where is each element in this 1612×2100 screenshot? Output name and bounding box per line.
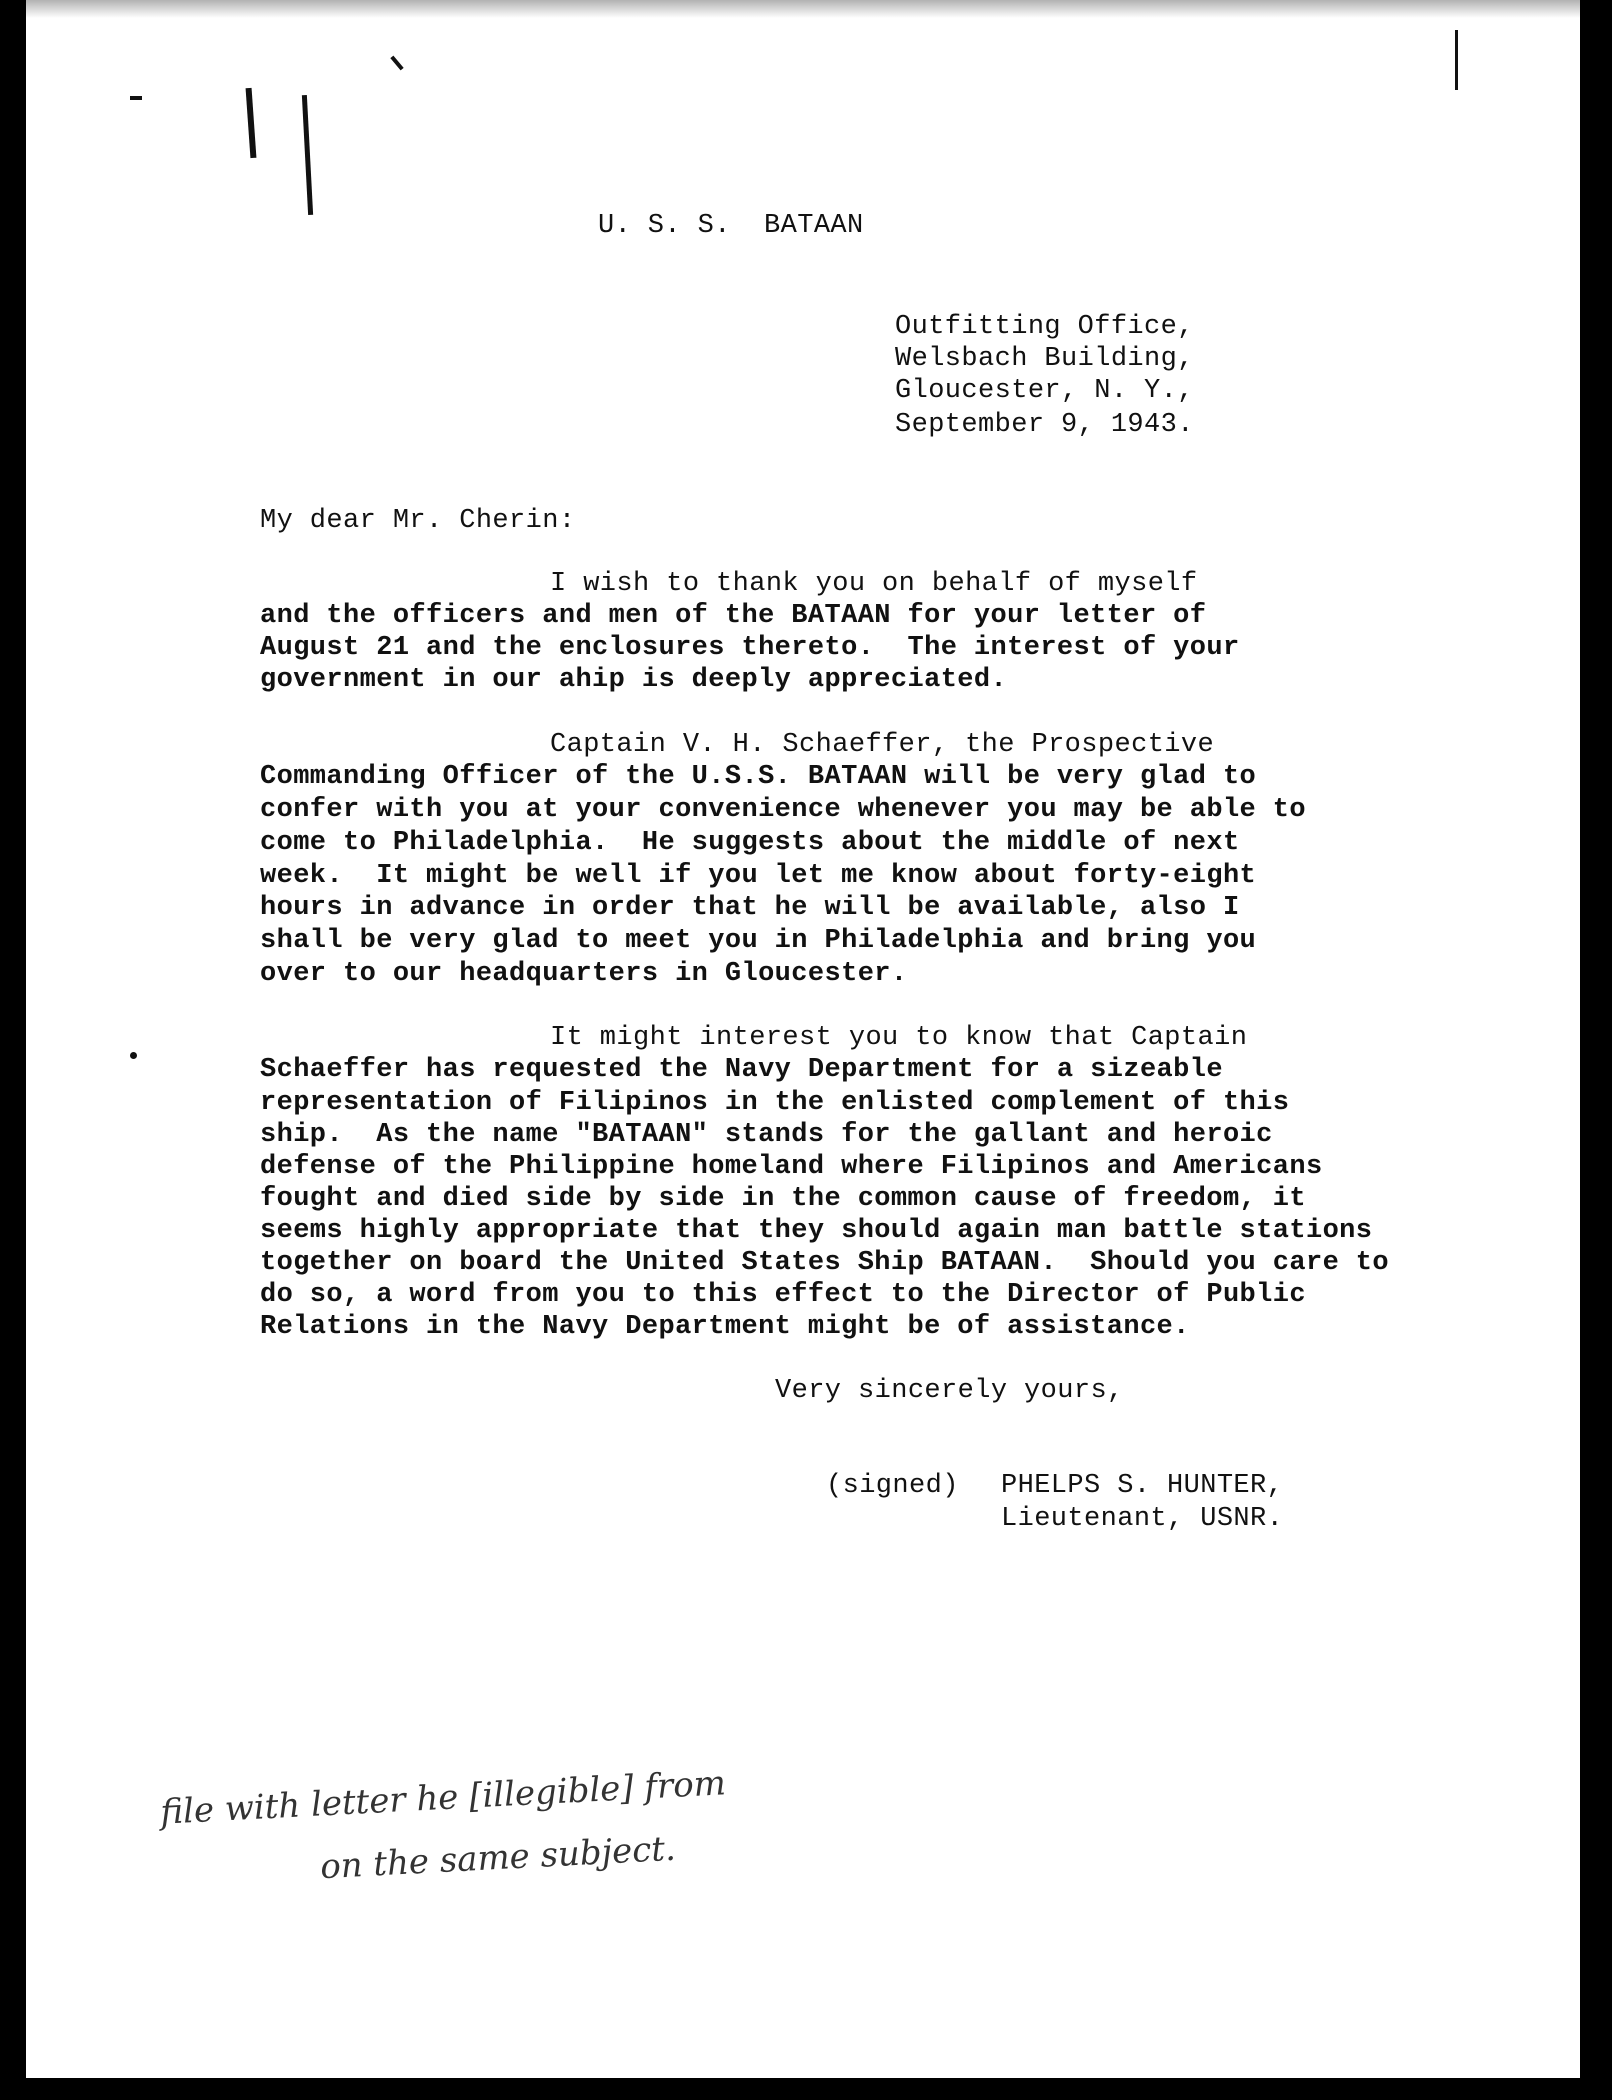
scan-top-shadow bbox=[0, 0, 1612, 18]
paragraph-2-line: confer with you at your convenience whenever you may be able to bbox=[260, 795, 1306, 825]
paragraph-3-line: seems highly appropriate that they should again man battle stations bbox=[260, 1216, 1373, 1246]
paragraph-3-line: fought and died side by side in the common cause of freedom, it bbox=[260, 1184, 1306, 1214]
scan-border-bottom bbox=[0, 2078, 1612, 2100]
paragraph-2-line: Captain V. H. Schaeffer, the Prospective bbox=[550, 730, 1215, 760]
address-line: Outfitting Office, bbox=[895, 312, 1194, 342]
address-line: Gloucester, N. Y., bbox=[895, 376, 1194, 406]
letterhead-ship-name: U. S. S. BATAAN bbox=[598, 211, 864, 241]
paragraph-3-line: Relations in the Navy Department might be of assistance. bbox=[260, 1312, 1190, 1342]
signer-rank: Lieutenant, USNR. bbox=[1001, 1504, 1284, 1534]
paragraph-3-line: do so, a word from you to this effect to the Director of Public bbox=[260, 1280, 1306, 1310]
paragraph-2-line: Commanding Officer of the U.S.S. BATAAN will be very glad to bbox=[260, 762, 1257, 792]
paragraph-1-line: government in our ahip is deeply appreciated. bbox=[260, 665, 1008, 695]
paragraph-3-line: defense of the Philippine homeland where Filipinos and Americans bbox=[260, 1152, 1323, 1182]
paragraph-3-line: It might interest you to know that Captain bbox=[550, 1023, 1248, 1053]
paragraph-1-line: and the officers and men of the BATAAN for your letter of bbox=[260, 601, 1207, 631]
paragraph-3-line: together on board the United States Ship BATAAN. Should you care to bbox=[260, 1248, 1389, 1278]
paragraph-2-line: shall be very glad to meet you in Philadelphia and bring you bbox=[260, 926, 1257, 956]
paragraph-3-line: Schaeffer has requested the Navy Department for a sizeable bbox=[260, 1055, 1223, 1085]
address-date: September 9, 1943. bbox=[895, 410, 1194, 440]
salutation: My dear Mr. Cherin: bbox=[260, 506, 576, 536]
paragraph-2-line: week. It might be well if you let me know about forty-eight bbox=[260, 861, 1257, 891]
address-line: Welsbach Building, bbox=[895, 344, 1194, 374]
scan-border-right bbox=[1580, 0, 1612, 2100]
paragraph-1-line: August 21 and the enclosures thereto. The interest of your bbox=[260, 633, 1240, 663]
closing: Very sincerely yours, bbox=[775, 1376, 1124, 1406]
scan-border-left bbox=[0, 0, 26, 2100]
paragraph-2-line: over to our headquarters in Gloucester. bbox=[260, 959, 908, 989]
signed-label: (signed) bbox=[826, 1471, 959, 1501]
signer-name: PHELPS S. HUNTER, bbox=[1001, 1471, 1284, 1501]
paragraph-2-line: come to Philadelphia. He suggests about the middle of next bbox=[260, 828, 1240, 858]
handwritten-note-line: on the same subject. bbox=[319, 1828, 677, 1888]
paragraph-1-line: I wish to thank you on behalf of myself bbox=[550, 569, 1198, 599]
paragraph-3-line: representation of Filipinos in the enlisted complement of this bbox=[260, 1088, 1290, 1118]
paragraph-3-line: ship. As the name "BATAAN" stands for the gallant and heroic bbox=[260, 1120, 1273, 1150]
handwritten-note-line: file with letter he [illegible] from bbox=[159, 1763, 727, 1833]
paragraph-2-line: hours in advance in order that he will be available, also I bbox=[260, 893, 1240, 923]
